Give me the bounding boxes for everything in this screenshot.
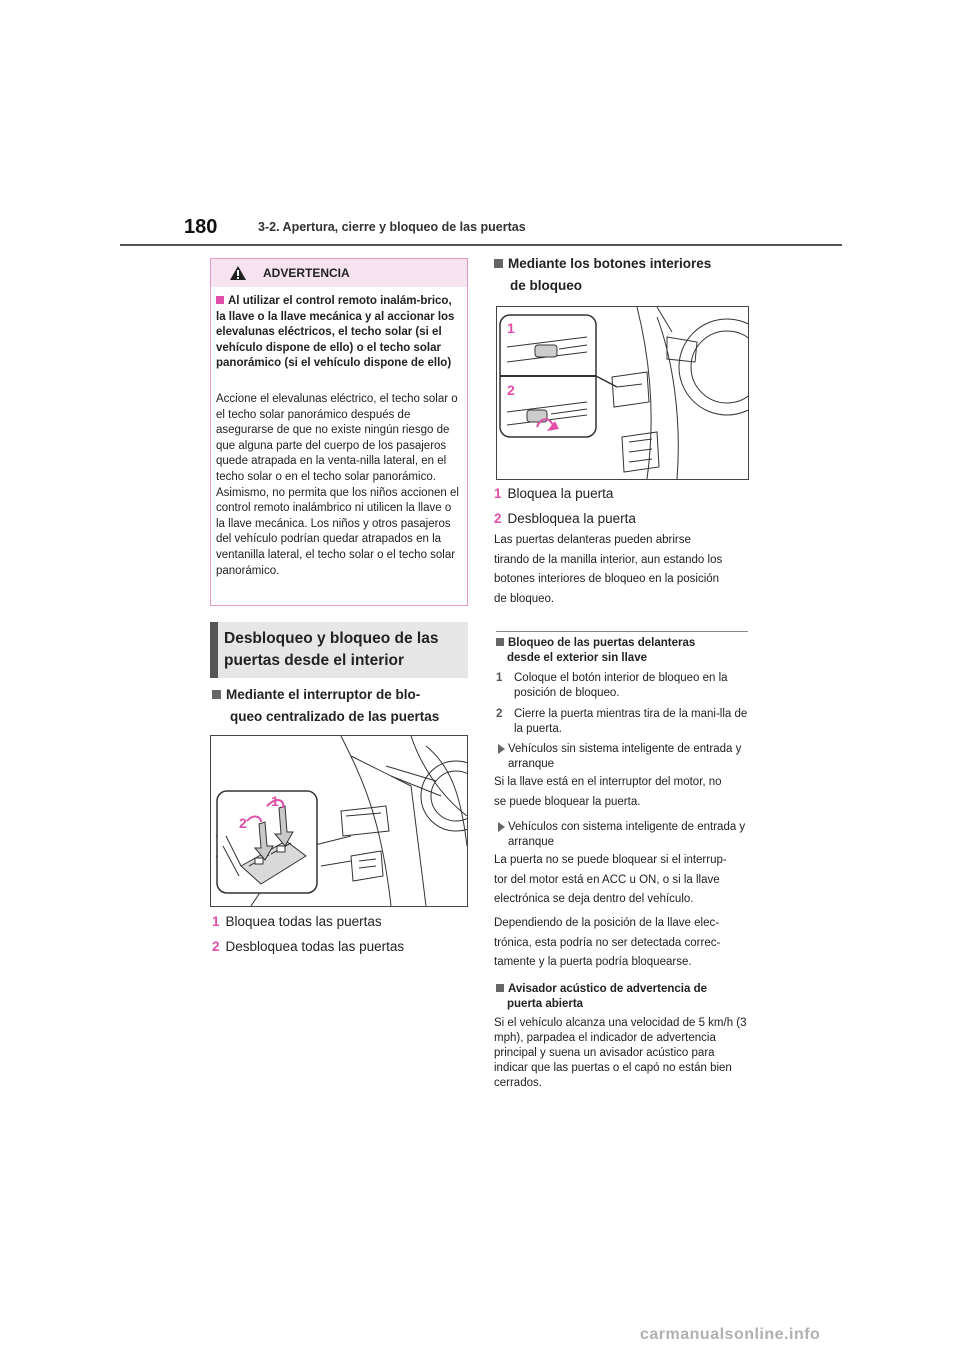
warning-label: ADVERTENCIA (263, 266, 350, 280)
bullet-icon (494, 259, 503, 268)
case-smart-key-text: La puerta no se puede bloquear si el interrup- tor del motor está en ACC u ON, o si la llave electrónica se deja dentro del vehículo. (494, 854, 727, 905)
left-subheading: Mediante el interruptor de blo- queo centralizado de las puertas (212, 684, 439, 728)
fig-label-2: 2 (239, 815, 247, 831)
interior-lock-illustration (497, 307, 748, 479)
right-item-1: 1 Bloquea la puerta (494, 486, 614, 501)
central-lock-switch-figure (210, 735, 468, 907)
section-title: 3-2. Apertura, cierre y bloqueo de las puertas (258, 220, 526, 234)
door-open-buzzer-text: Si el vehículo alcanza una velocidad de 5 km/h (3 mph), parpadea el indicador de advertencia principal y suena un avisador acústico para indicar que las puertas o el capó no están bien cerrados. (494, 1017, 747, 1089)
step-2: 2 Cierre la puerta mientras tira de la mani-lla de la puerta. (496, 708, 748, 735)
bullet-icon (212, 690, 221, 699)
left-item-2: 2 Desbloquea todas las puertas (212, 939, 405, 954)
case-no-smart-key-text: Si la llave está en el interruptor del motor, no se puede bloquear la puerta. (494, 776, 722, 808)
right-paragraph-2: Dependiendo de la posición de la llave elec- trónica, esta podría no ser detectada correc- tamente y la puerta podría bloquearse. (494, 917, 721, 968)
warning-subheading: Al utilizar el control remoto inalám-brico, la llave o la llave mecánica y al accionar los elevalunas eléctricos, el techo solar (si el vehículo dispone de ello) o el techo solar panorámico (si el vehículo dispone de ello) (216, 295, 455, 369)
block-divider (496, 631, 748, 632)
section-heading (210, 622, 468, 678)
arrow-icon (498, 744, 505, 754)
front-doors-heading: Bloqueo de las puertas delanteras desde el exterior sin llave (496, 636, 695, 665)
page-number: 180 (184, 216, 218, 238)
watermark: carmanualsonline.info (640, 1326, 821, 1343)
door-open-buzzer-heading: Avisador acústico de advertencia de puerta abierta (496, 982, 707, 1011)
warning-header (211, 259, 467, 287)
header-rule (120, 244, 842, 246)
warning-box (210, 258, 468, 606)
section-heading-bar (210, 622, 218, 678)
warning-triangle-icon (229, 265, 247, 281)
right-subheading: Mediante los botones interiores de bloqueo (494, 253, 711, 297)
case-smart-key: Vehículos con sistema inteligente de entrada y arranque (496, 820, 750, 850)
central-lock-illustration (211, 736, 467, 906)
left-item-1: 1 Bloquea todas las puertas (212, 914, 382, 929)
bullet-icon (496, 984, 504, 992)
right-paragraph-1: Las puertas delanteras pueden abrirse tirando de la manilla interior, aun estando los botones interiores de bloqueo en la posición de bloqueo. (494, 534, 723, 605)
section-heading-line1: Desbloqueo y bloqueo de las (224, 630, 439, 647)
bullet-icon (496, 638, 504, 646)
step-1: 1 Coloque el botón interior de bloqueo en la posición de bloqueo. (496, 672, 728, 699)
section-heading-line2: puertas desde el interior (224, 652, 405, 669)
case-no-smart-key: Vehículos sin sistema inteligente de entrada y arranque (496, 742, 750, 772)
bullet-icon (216, 296, 224, 304)
right-item-2: 2 Desbloquea la puerta (494, 511, 636, 526)
interior-lock-button-figure (496, 306, 749, 480)
arrow-icon (498, 822, 505, 832)
fig-label-1: 1 (507, 320, 515, 336)
fig-label-2: 2 (507, 382, 515, 398)
warning-body: Accione el elevalunas eléctrico, el techo solar o el techo solar panorámico después de asegurarse de que no existe ningún riesgo de que alguna parte del cuerpo de los pasajeros quede atrapada en la venta-nilla lateral, en el techo solar o en el techo solar panorámico. Asimismo, no permita que los niños accionen el control remoto inalámbrico ni utilicen la llave o la llave mecánica. Los niños y otros pasajeros del vehículo podrían quedar atrapados en la ventanilla lateral, el techo solar o el techo solar panorámico. (216, 393, 459, 577)
fig-label-1: 1 (271, 793, 279, 809)
